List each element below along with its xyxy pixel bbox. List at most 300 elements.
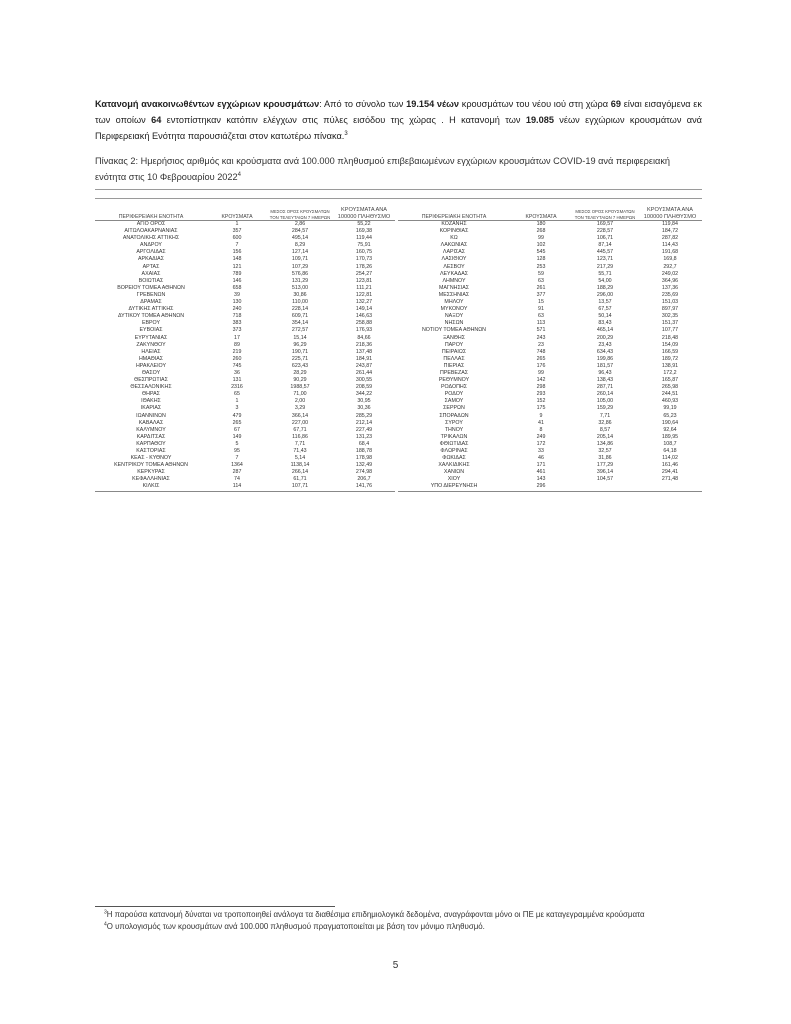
cell-rate-100k: 107,77 (661, 327, 679, 334)
cell-avg-7d: 228,14 (291, 306, 309, 313)
cell-cases: 240 (232, 306, 242, 313)
cell-cases: 9 (539, 412, 543, 419)
table-row (95, 434, 395, 441)
cell-avg-7d: 228,57 (596, 228, 614, 235)
cell-cases: 39 (234, 291, 240, 298)
cell-region: ΡΟΔΟΥ (444, 391, 464, 398)
cell-cases: 175 (536, 405, 546, 412)
cell-avg-7d: 15,14 (293, 334, 307, 341)
cell-rate-100k: 154,09 (661, 341, 679, 348)
cell-cases: 171 (536, 462, 546, 469)
table-row (95, 483, 395, 491)
cell-region: ΚΩ (450, 235, 458, 242)
cell-rate-100k: 184,72 (661, 228, 679, 235)
cell-region: ΙΘΑΚΗΣ (141, 398, 161, 405)
table-row (398, 306, 702, 313)
table-row (95, 299, 395, 306)
table-row (398, 278, 702, 285)
table-row (398, 313, 702, 320)
cell-region: ΠΕΙΡΑΙΩΣ (441, 348, 467, 355)
cell-cases: 383 (232, 320, 242, 327)
intro-paragraph (95, 96, 702, 144)
cell-cases: 8 (539, 426, 543, 433)
cell-cases: 130 (232, 299, 242, 306)
cell-region: ΘΕΣΣΑΛΟΝΙΚΗΣ (130, 384, 172, 391)
cell-region: ΚΕΑΣ - ΚΥΘΝΟΥ (130, 455, 172, 462)
cell-avg-7d: 199,86 (596, 355, 614, 362)
cell-avg-7d: 188,29 (596, 284, 614, 291)
table-row (398, 377, 702, 384)
cell-avg-7d: 32,86 (598, 419, 612, 426)
cell-avg-7d: 177,29 (596, 462, 614, 469)
cell-cases: 143 (536, 476, 546, 483)
cell-cases: 99 (538, 369, 544, 376)
table-row (95, 462, 395, 469)
cell-avg-7d: 116,86 (292, 433, 308, 440)
table-row (95, 391, 395, 398)
cell-cases: 114 (207, 483, 267, 491)
cell-cases: 1 (235, 221, 239, 227)
cell-region: ΜΑΓΝΗΣΙΑΣ (438, 284, 470, 291)
table-row (95, 242, 395, 249)
cell-region: ΧΙΟΥ (447, 476, 461, 483)
cell-region: ΑΡΤΑΣ (142, 263, 160, 270)
footnote-text: Η παρούσα κατανομή δύναται να τροποποιηθεί ανάλογα τα διαθέσιμα επιδημιολογικά δεδομένα, αναγράφονται μόνο οι ΠΕ με καταγεγραμμένα κρούσματα (106, 910, 645, 919)
cell-region: ΚΑΒΑΛΑΣ (138, 419, 164, 426)
cell-rate-100k: 178,98 (355, 455, 373, 462)
cell-region: ΖΑΚΥΝΘΟΥ (136, 341, 166, 348)
table-row (398, 349, 702, 356)
cell-region: ΚΙΛΚΙΣ (95, 483, 207, 491)
cell-avg-7d: 576,86 (291, 270, 309, 277)
table-row (398, 335, 702, 342)
cell-avg-7d: 205,14 (596, 433, 614, 440)
cell-avg-7d: 1988,57 (290, 384, 310, 391)
cell-region: ΘΑΣΟΥ (141, 369, 161, 376)
cell-rate-100k: 285,29 (355, 412, 373, 419)
cell-cases: 102 (536, 242, 546, 249)
cell-rate-100k: 188,78 (355, 448, 373, 454)
cell-rate-100k: 92,64 (663, 426, 677, 433)
cell-region: ΚΟΡΙΝΘΙΑΣ (439, 228, 469, 235)
cell-cases: 41 (538, 419, 544, 426)
cell-avg-7d: 2,00 (294, 398, 306, 405)
cell-cases: 357 (232, 228, 242, 235)
intro-text: είναι εισαγόμενα εκ των οποίων (95, 99, 702, 125)
cell-avg-7d: 67,71 (293, 426, 307, 433)
cell-region: ΚΑΣΤΟΡΙΑΣ (136, 448, 166, 454)
intro-text: κρουσμάτων του νέου ιού στη χώρα (459, 99, 611, 109)
cell-rate-100k: 897,97 (661, 306, 679, 313)
cell-rate-100k: 55,22 (357, 221, 371, 227)
table-row (398, 476, 702, 483)
cell-cases: 789 (232, 270, 242, 277)
cell-cases: 152 (536, 398, 546, 405)
table-row (95, 313, 395, 320)
cell-avg-7d: 287,71 (596, 384, 614, 391)
cell-rate-100k: 189,95 (661, 433, 679, 440)
cell-cases: 748 (536, 348, 546, 355)
cell-rate-100k: 169,8 (663, 256, 677, 263)
header-avg: ΜΕΣΟΣ ΟΡΟΣ ΚΡΟΥΣΜΑΤΩΝ ΤΟΝ ΤΕΛΕΥΤΑΙΩΝ 7 ΗΜΕΡΩΝ (572, 204, 638, 221)
footnote-4 (104, 921, 704, 933)
cell-cases: 745 (232, 362, 242, 369)
cell-region: ΚΕΝΤΡΙΚΟΥ ΤΟΜΕΑ ΑΘΗΝΩΝ (114, 462, 188, 469)
cell-rate-100k: 122,81 (355, 291, 373, 298)
cell-cases: 15 (538, 299, 544, 306)
cell-cases: 148 (232, 256, 242, 263)
cell-region: ΕΒΡΟΥ (141, 320, 161, 327)
cell-region: ΧΑΝΙΩΝ (443, 469, 465, 476)
cell-cases: 142 (536, 377, 546, 384)
cell-rate-100k: 141,76 (333, 483, 395, 491)
cell-rate-100k: 249,02 (661, 270, 679, 277)
cell-region: ΔΥΤΙΚΗΣ ΑΤΤΙΚΗΣ (128, 306, 174, 313)
cell-avg-7d: 354,14 (291, 320, 309, 327)
cell-region: ΒΟΡΕΙΟΥ ΤΟΜΕΑ ΑΘΗΝΩΝ (117, 284, 185, 291)
cell-avg-7d: 169,57 (596, 221, 614, 227)
cell-rate-100k: 227,49 (355, 426, 373, 433)
cell-avg-7d: 30,86 (293, 291, 307, 298)
cell-cases: 571 (536, 327, 546, 334)
table-row (398, 462, 702, 469)
cell-region: ΝΟΤΙΟΥ ΤΟΜΕΑ ΑΘΗΝΩΝ (421, 327, 487, 334)
cell-region: ΚΕΡΚΥΡΑΣ (137, 469, 165, 476)
footnote-number: 4 (104, 921, 107, 928)
intro-text: εντοπίστηκαν κατόπιν ελέγχων στις πύλες εισόδου της χώρας . Η κατανομή των (161, 115, 526, 125)
cell-rate-100k: 212,14 (355, 419, 373, 426)
cell-cases: 265 (232, 419, 242, 426)
cell-region: ΠΙΕΡΙΑΣ (443, 362, 465, 369)
cell-cases: 377 (536, 291, 546, 298)
cell-avg-7d: 105,00 (596, 398, 614, 405)
cell-cases: 1 (235, 398, 239, 405)
table-row (95, 271, 395, 278)
table-row (398, 342, 702, 349)
header-rate: ΚΡΟΥΣΜΑΤΑ ΑΝΑ 100000 ΠΛΗΘΥΣΜΟ (638, 204, 702, 221)
cell-rate-100k: 178,26 (355, 263, 373, 270)
table-row (95, 320, 395, 327)
cell-region: ΦΩΚΙΔΑΣ (442, 455, 466, 462)
cell-region: ΑΡΓΟΛΙΔΑΣ (136, 249, 166, 256)
cell-rate-100k: 244,51 (661, 391, 679, 398)
cell-cases: 149 (232, 433, 242, 440)
cell-avg-7d: 2,86 (294, 221, 306, 227)
cell-region: ΚΑΡΔΙΤΣΑΣ (136, 433, 166, 440)
cell-avg-7d: 90,29 (293, 377, 307, 384)
cell-avg-7d: 7,71 (294, 440, 306, 447)
cell-cases: 33 (538, 448, 544, 454)
cell-rate-100k: 218,36 (355, 341, 373, 348)
cell-rate-100k: 138,91 (661, 362, 679, 369)
cell-rate-100k: 172,2 (663, 369, 677, 376)
intro-border-detected: 64 (151, 115, 162, 125)
cell-avg-7d: 67,57 (598, 306, 612, 313)
cell-cases: 46 (538, 455, 544, 462)
table-row (398, 469, 702, 476)
table-row (95, 228, 395, 235)
cell-rate-100k: 218,48 (661, 334, 679, 341)
table-row (95, 327, 395, 334)
table-row (398, 271, 702, 278)
table-row (95, 264, 395, 271)
cell-avg-7d: 83,43 (598, 320, 612, 327)
cell-rate-100k: 271,48 (661, 476, 679, 483)
cell-rate-100k: 99,19 (663, 405, 677, 412)
cell-avg-7d: 8,29 (294, 242, 306, 249)
cell-cases: 219 (232, 348, 242, 355)
cell-region: ΦΛΩΡΙΝΑΣ (440, 448, 468, 454)
footnote-ref: 4 (237, 171, 241, 178)
cell-rate-100k: 68,4 (358, 440, 370, 447)
cell-region: ΗΡΑΚΛΕΙΟΥ (135, 362, 167, 369)
cell-rate-100k: 30,36 (357, 405, 371, 412)
cell-region: ΛΕΣΒΟΥ (443, 263, 465, 270)
cell-cases: 67 (234, 426, 240, 433)
table-row (95, 256, 395, 263)
cell-rate-100k: 294,41 (661, 469, 679, 476)
cell-cases: 600 (232, 235, 242, 242)
cell-rate-100k: 265,98 (661, 384, 679, 391)
cell-avg-7d: 104,57 (596, 476, 614, 483)
cell-avg-7d: 107,71 (267, 483, 333, 491)
cell-avg-7d: 23,43 (598, 341, 612, 348)
table-row (95, 427, 395, 434)
table-row (398, 299, 702, 306)
cell-rate-100k: 254,27 (355, 270, 373, 277)
cell-cases: 7 (235, 242, 239, 249)
cell-cases: 176 (536, 362, 546, 369)
cell-cases: 261 (536, 284, 546, 291)
cell-avg-7d: 109,71 (291, 256, 309, 263)
cell-cases: 479 (232, 412, 242, 419)
cell-avg-7d (572, 483, 638, 491)
cell-cases: 36 (234, 369, 240, 376)
table-row (95, 377, 395, 384)
cell-region: ΕΥΡΥΤΑΝΙΑΣ (134, 334, 168, 341)
cell-avg-7d: 71,00 (293, 391, 307, 398)
table-row (95, 221, 395, 229)
cell-cases: 63 (538, 313, 544, 320)
cell-cases: 172 (536, 440, 546, 447)
cell-region: ΠΕΛΛΑΣ (443, 355, 465, 362)
cell-region: ΑΓΙΟ ΟΡΟΣ (136, 221, 166, 227)
table-row (95, 413, 395, 420)
cell-avg-7d: 217,29 (596, 263, 614, 270)
cell-region: ΛΕΥΚΑΔΑΣ (439, 270, 468, 277)
cell-cases: 5 (235, 440, 239, 447)
cell-avg-7d: 8,57 (599, 426, 611, 433)
cell-region: ΑΝΔΡΟΥ (140, 242, 162, 249)
cell-region: ΡΟΔΟΠΗΣ (440, 384, 467, 391)
cell-cases: 260 (232, 355, 242, 362)
footnote-text: Ο υπολογισμός των κρουσμάτων ανά 100.000 πληθυσμού πραγματοποιείται με βάση τον μόνιμο πληθυσμό. (106, 922, 485, 931)
cell-avg-7d: 61,71 (293, 476, 307, 483)
intro-imported: 69 (610, 99, 621, 109)
cell-rate-100k: 169,38 (355, 228, 373, 235)
cell-cases: 287 (232, 469, 242, 476)
cell-cases: 461 (536, 469, 546, 476)
cell-cases: 63 (538, 277, 544, 284)
cell-rate-100k: 149,14 (355, 306, 373, 313)
cell-avg-7d: 123,71 (596, 256, 614, 263)
cell-cases: 74 (234, 476, 240, 483)
cell-region: ΧΑΛΚΙΔΙΚΗΣ (438, 462, 470, 469)
cell-rate-100k: 161,46 (661, 462, 679, 469)
cell-rate-100k: 274,98 (355, 469, 373, 476)
cell-region: ΦΘΙΩΤΙΔΑΣ (439, 440, 469, 447)
cell-rate-100k: 151,03 (661, 299, 679, 306)
cell-cases: 113 (536, 320, 546, 327)
table-row (398, 427, 702, 434)
table-row (95, 356, 395, 363)
cell-rate-100k: 235,69 (661, 291, 679, 298)
cell-rate-100k: 131,23 (355, 433, 373, 440)
table-row (398, 398, 702, 405)
caption-text: Πίνακας 2: Ημερήσιος αριθμός και κρούσματα ανά 100.000 πληθυσμού επιβεβαιωμένων εγχώριων κρουσμάτων COVID-19 ανά περιφερειακή ενότητα στις 10 Φεβρουαρίου 2022 (95, 156, 671, 182)
cell-avg-7d: 266,14 (291, 469, 309, 476)
cell-cases: 17 (234, 334, 240, 341)
table-row (95, 370, 395, 377)
cell-region: ΣΑΜΟΥ (444, 398, 464, 405)
cell-cases: 268 (536, 228, 546, 235)
cell-cases: 296 (510, 483, 572, 491)
cell-rate-100k: 111,21 (356, 284, 372, 291)
cell-rate-100k: 344,22 (355, 391, 373, 398)
cell-rate-100k: 108,7 (663, 440, 677, 447)
cell-rate-100k: 123,81 (355, 277, 373, 284)
table-row (398, 420, 702, 427)
cell-avg-7d: 190,71 (291, 348, 309, 355)
cell-avg-7d: 28,29 (293, 369, 307, 376)
table-row (398, 256, 702, 263)
cell-region: ΜΗΛΟΥ (444, 299, 464, 306)
footnote-number: 3 (104, 909, 107, 916)
table-row (95, 363, 395, 370)
cell-cases: 293 (536, 391, 546, 398)
table-row (95, 469, 395, 476)
cell-rate-100k: 189,72 (661, 355, 679, 362)
cell-avg-7d: 71,43 (293, 448, 307, 454)
cell-region: ΑΙΤΩΛΟΑΚΑΡΝΑΝΙΑΣ (124, 228, 178, 235)
cell-rate-100k: 132,27 (355, 299, 373, 306)
cell-region: ΝΗΣΩΝ (444, 320, 464, 327)
cell-rate-100k: 300,55 (355, 377, 373, 384)
cell-avg-7d: 96,43 (598, 369, 612, 376)
table-row (398, 413, 702, 420)
table-row (398, 455, 702, 462)
cell-rate-100k: 166,59 (661, 348, 679, 355)
cell-avg-7d: 50,14 (598, 313, 612, 320)
cell-rate-100k: 364,96 (661, 277, 679, 284)
cell-cases: 253 (536, 263, 546, 270)
cell-rate-100k: 137,36 (661, 284, 679, 291)
cell-rate-100k: 243,87 (355, 362, 373, 369)
cell-avg-7d: 1138,14 (290, 462, 310, 469)
table-row (398, 448, 702, 455)
divider (95, 189, 702, 190)
table-row (95, 420, 395, 427)
cell-region: ΗΛΕΙΑΣ (141, 348, 161, 355)
cell-rate-100k: 75,91 (357, 242, 371, 249)
cell-avg-7d: 107,29 (291, 263, 309, 270)
cell-region: ΠΡΕΒΕΖΑΣ (440, 369, 468, 376)
table-row (95, 455, 395, 462)
cell-cases: 298 (536, 384, 546, 391)
cell-cases: 265 (536, 355, 546, 362)
table-row (398, 242, 702, 249)
intro-new-cases: 19.154 νέων (406, 99, 460, 109)
table-row (95, 384, 395, 391)
cell-region: ΣΠΟΡΑΔΩΝ (439, 412, 469, 419)
cell-avg-7d: 127,14 (291, 249, 309, 256)
cell-rate-100k: 160,75 (355, 249, 373, 256)
cell-rate-100k: 132,49 (355, 462, 373, 469)
cell-avg-7d: 634,43 (596, 348, 614, 355)
table-row (95, 398, 395, 405)
table-row (398, 249, 702, 256)
table-row (95, 285, 395, 292)
cell-rate-100k: 261,44 (355, 369, 373, 376)
cell-cases: 121 (232, 263, 242, 270)
cell-avg-7d: 110,00 (292, 299, 308, 306)
cell-avg-7d: 31,86 (598, 455, 612, 462)
cell-cases: 128 (536, 256, 546, 263)
cell-region: ΚΑΡΠΑΘΟΥ (136, 440, 166, 447)
cell-avg-7d: 159,29 (596, 405, 614, 412)
table-row (398, 483, 702, 491)
cell-rate-100k: 460,93 (661, 398, 679, 405)
table-row (95, 342, 395, 349)
cell-cases: 65 (234, 391, 240, 398)
cell-rate-100k: 114,02 (662, 455, 678, 462)
cell-rate-100k: 30,95 (357, 398, 371, 405)
cell-avg-7d: 200,29 (596, 334, 614, 341)
cell-rate-100k: 170,73 (355, 256, 373, 263)
cell-region: ΑΝΑΤΟΛΙΚΗΣ ΑΤΤΙΚΗΣ (122, 235, 180, 242)
cell-avg-7d: 54,00 (598, 277, 612, 284)
header-avg: ΜΕΣΟΣ ΟΡΟΣ ΚΡΟΥΣΜΑΤΩΝ ΤΟΝ ΤΕΛΕΥΤΑΙΩΝ 7 ΗΜΕΡΩΝ (267, 204, 333, 221)
table-row (398, 356, 702, 363)
cell-region: ΡΕΘΥΜΝΟΥ (438, 377, 470, 384)
cell-region: ΥΠΟ ΔΙΕΡΕΥΝΗΣΗ (398, 483, 510, 491)
cell-cases: 718 (232, 313, 242, 320)
cell-avg-7d: 106,71 (596, 235, 614, 242)
cell-avg-7d: 225,71 (291, 355, 309, 362)
cell-region: ΛΗΜΝΟΥ (442, 277, 466, 284)
cell-region: ΚΟΖΑΝΗΣ (441, 221, 467, 227)
table-row (95, 235, 395, 242)
cell-region: ΛΑΣΙΘΙΟΥ (441, 256, 467, 263)
table-right-half (398, 204, 702, 492)
cell-rate-100k: 184,91 (355, 355, 373, 362)
cell-region: ΗΜΑΘΙΑΣ (138, 355, 164, 362)
cell-cases: 249 (536, 433, 546, 440)
cell-avg-7d: 260,14 (596, 391, 614, 398)
cell-cases: 373 (232, 327, 242, 334)
cell-rate-100k: 258,88 (355, 320, 373, 327)
cell-region: ΤΡΙΚΑΛΩΝ (440, 433, 468, 440)
cell-rate-100k: 114,43 (662, 242, 678, 249)
cell-avg-7d: 445,57 (596, 249, 614, 256)
cell-rate-100k: 287,82 (661, 235, 679, 242)
intro-domestic: 19.085 (525, 115, 554, 125)
cell-avg-7d: 296,00 (596, 291, 614, 298)
cell-rate-100k: 208,59 (355, 384, 373, 391)
cell-avg-7d: 609,71 (291, 313, 309, 320)
table-row (398, 285, 702, 292)
table-row (95, 441, 395, 448)
